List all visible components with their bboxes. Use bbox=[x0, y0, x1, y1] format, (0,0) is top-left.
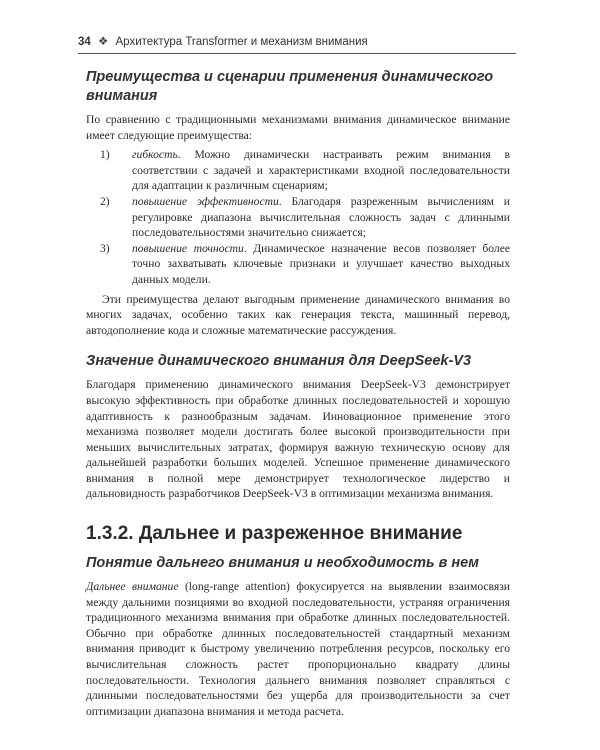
paragraph-text: (long-range attention) фокусируется на выявлении взаимосвязи между дальними позициями во входной последовательности, устраняя ограничения традиционного механизма внимания при обработке длинных последовательностей. Обычно при обработке длинных последовательностей стандартный механизм внимания приводит к быстрому увеличению потребления ресурсов, поскольку его вычислительная сложность растет пропорционально квадрату длины последовательности. Технология дальнего внимания позволяет справляться с длинными последовательностями без ущерба для производительности за счет оптимизации диапазона внимания и метода расчета. bbox=[86, 580, 510, 718]
page-number: 34 bbox=[78, 36, 91, 48]
chapter-section-heading: 1.3.2. Дальнее и разреженное внимание bbox=[86, 523, 463, 545]
section-heading-long-range: Понятие дальнего внимания и необходимость в нем bbox=[86, 555, 479, 572]
list-item bbox=[100, 241, 510, 288]
list-item-number: 1) bbox=[100, 148, 110, 162]
paragraph-term: Дальнее внимание bbox=[86, 580, 179, 594]
running-header bbox=[78, 35, 516, 54]
running-title: Архитектура Transformer и механизм внимания bbox=[115, 36, 368, 48]
list-item-number: 2) bbox=[100, 194, 110, 208]
section-heading-advantages: Преимущества и сценарии применения динамического внимания bbox=[86, 69, 494, 104]
section-heading-deepseek: Значение динамического внимания для DeepSeek-V3 bbox=[86, 353, 472, 370]
list-item bbox=[100, 147, 510, 194]
list-item-text: . Можно динамически настраивать режим внимания в соответствии с задачей и характеристиками входной последовательности для адаптации к различным сценариям; bbox=[132, 148, 510, 193]
paragraph-conclusion: Эти преимущества делают выгодным применение динамического внимания во многих задачах, особенно таких как генерация текста, машинный перевод, автодополнение кода и сложные математические рассуждения. bbox=[86, 292, 510, 337]
paragraph-intro: По сравнению с традиционными механизмами внимания динамическое внимание имеет следующие преимущества: bbox=[86, 113, 510, 142]
list-item-number: 3) bbox=[100, 241, 110, 255]
advantages-list bbox=[86, 147, 510, 287]
list-item-text: . Благодаря разреженным вычислениям и регулировке диапазона вычислительная сложность задач с длинными последовательностями значительно снижается; bbox=[132, 194, 510, 240]
list-item-text: . Динамическое назначение весов позволяет более точно захватывать ключевые признаки и улучшает качество выходных данных модели. bbox=[132, 241, 510, 286]
page-content bbox=[86, 68, 510, 719]
list-item-term: гибкость bbox=[132, 148, 178, 162]
list-item-term: повышение точности bbox=[132, 241, 244, 255]
paragraph-deepseek: Благодаря применению динамического внимания DeepSeek-V3 демонстрирует высокую эффективность при обработке длинных последовательностей и хорошую адаптивность к разнообразным задачам. Инновационное применение этого механизма позволяет модели достигать более высокой производительности при меньших вычислительных затратах, формируя важную техническую основу для дальнейшей разработки больших моделей. Успешное применение динамического внимания в полной мере демонстрирует технологическое лидерство и дальновидность разработчиков DeepSeek-V3 в оптимизации механизма внимания. bbox=[86, 378, 510, 501]
list-item-term: повышение эффективности bbox=[132, 194, 279, 208]
list-item bbox=[100, 194, 510, 241]
separator-ornament-icon: ❖ bbox=[98, 36, 109, 48]
paragraph-long-range bbox=[86, 579, 510, 719]
